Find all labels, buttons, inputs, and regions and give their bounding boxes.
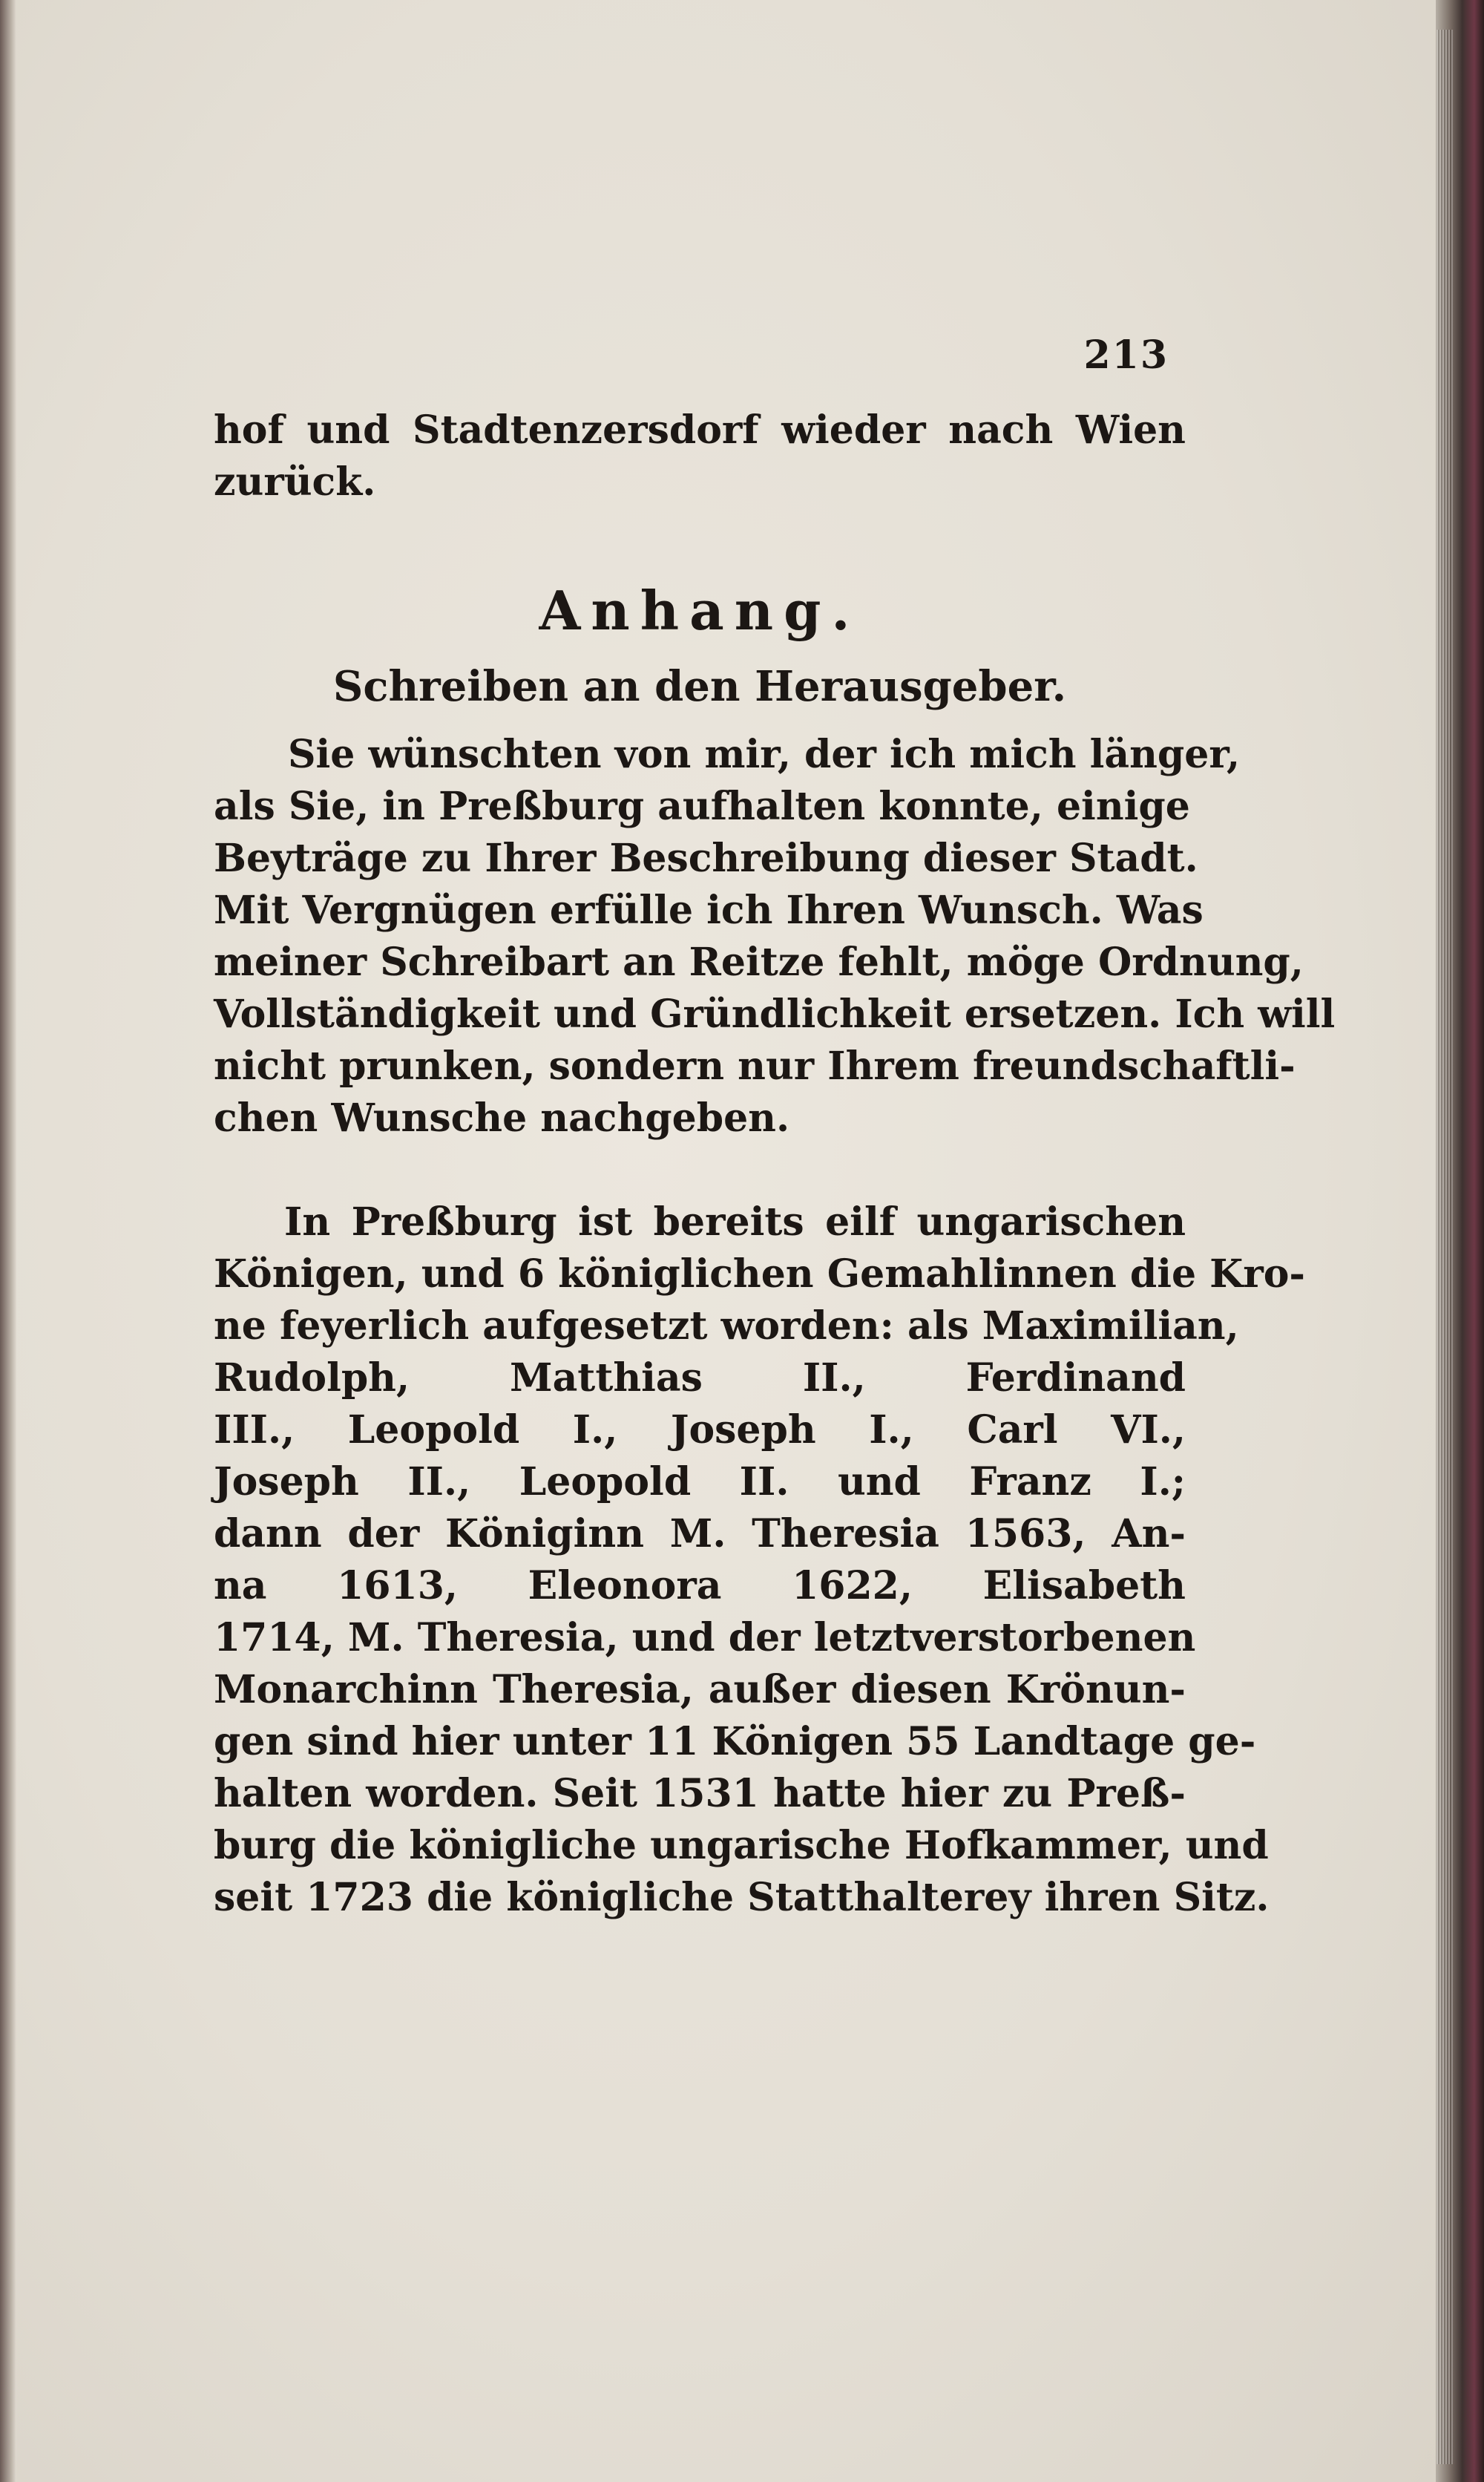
body-line: gen sind hier unter 11 Königen 55 Landtage ge-: [214, 1719, 1256, 1764]
continuation-line: hof und Stadtenzersdorf wieder nach Wien: [214, 407, 1186, 453]
letter-line: Beyträge zu Ihrer Beschreibung dieser Stadt.: [214, 836, 1198, 881]
body-line: dann der Königinn M. Theresia 1563, An-: [214, 1511, 1186, 1556]
body-line: Rudolph, Matthias II., Ferdinand: [214, 1355, 1186, 1401]
letter-line: meiner Schreibart an Reitze fehlt, möge Ordnung,: [214, 940, 1304, 985]
body-line: seit 1723 die königliche Statthalterey ihren Sitz.: [214, 1875, 1270, 1920]
body-line: Joseph II., Leopold II. und Franz I.;: [214, 1459, 1186, 1504]
body-line: 1714, M. Theresia, und der letztverstorbenen: [214, 1615, 1196, 1660]
section-subheading: Schreiben an den Herausgeber.: [332, 662, 1067, 711]
letter-line: Mit Vergnügen erfülle ich Ihren Wunsch. Was: [214, 888, 1204, 933]
body-line: na 1613, Eleonora 1622, Elisabeth: [214, 1563, 1186, 1608]
letter-line: Vollständigkeit und Gründlichkeit ersetzen. Ich will: [214, 992, 1336, 1037]
body-line: In Preßburg ist bereits eilf ungarischen: [284, 1199, 1186, 1245]
body-line: burg die königliche ungarische Hofkammer, und: [214, 1823, 1269, 1868]
body-line: III., Leopold I., Joseph I., Carl VI.,: [214, 1407, 1186, 1453]
section-heading: Anhang.: [539, 579, 861, 642]
body-line: Königen, und 6 königlichen Gemahlinnen die Kro-: [214, 1251, 1306, 1297]
letter-line: als Sie, in Preßburg aufhalten konnte, einige: [214, 784, 1190, 829]
continuation-line: zurück.: [214, 459, 376, 505]
body-line: Monarchinn Theresia, außer diesen Krönun-: [214, 1667, 1186, 1712]
page-number: 213: [1083, 333, 1169, 378]
body-line: ne feyerlich aufgesetzt worden: als Maximilian,: [214, 1303, 1239, 1349]
body-line: halten worden. Seit 1531 hatte hier zu Preß-: [214, 1771, 1186, 1816]
letter-line: nicht prunken, sondern nur Ihrem freundschaftli-: [214, 1044, 1296, 1089]
letter-line: chen Wunsche nachgeben.: [214, 1096, 790, 1141]
letter-line: Sie wünschten von mir, der ich mich länger,: [288, 732, 1241, 777]
page-edge-lines: [1437, 30, 1453, 2464]
